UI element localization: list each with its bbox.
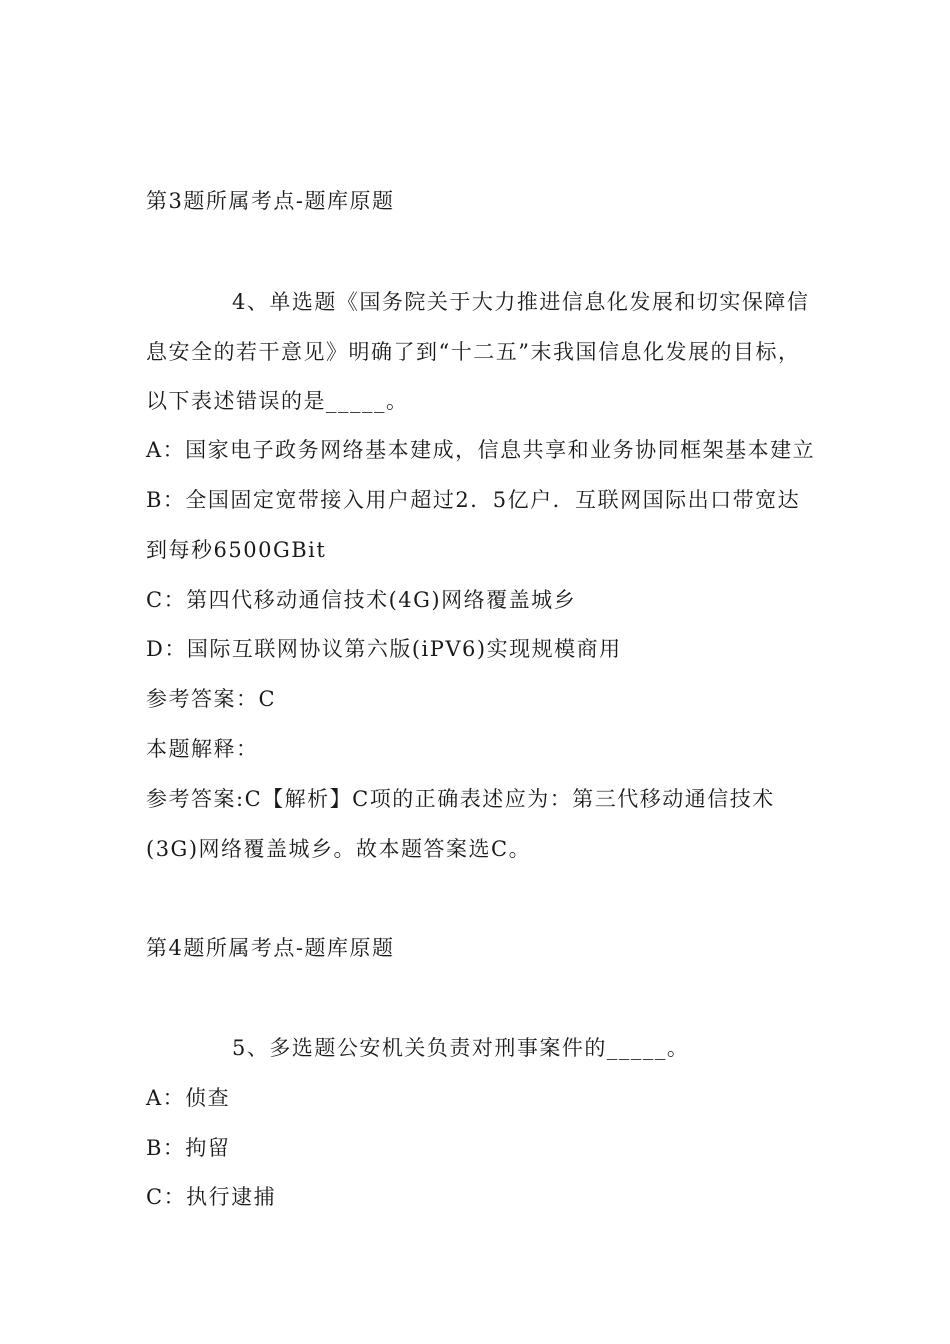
question-4-option-c: C：第四代移动通信技术(4G)网络覆盖城乡 (146, 588, 577, 612)
question-5-option-b: B：拘留 (146, 1136, 231, 1160)
question-4-topic-note: 第4题所属考点-题库原题 (146, 936, 395, 960)
question-3-topic-note: 第3题所属考点-题库原题 (146, 189, 395, 213)
question-4-option-a: A：国家电子政务网络基本建成，信息共享和业务协同框架基本建立 (146, 438, 816, 462)
question-4-stem-line-1: 4、单选题《国务院关于大力推进信息化发展和切实保障信 (232, 290, 810, 314)
question-4-stem-line-2: 息安全的若干意见》明确了到“十二五”末我国信息化发展的目标， (146, 340, 801, 364)
question-4-option-b-line-1: B：全国固定宽带接入用户超过2．5亿户．互联网国际出口带宽达 (146, 488, 801, 512)
question-5-option-c: C：执行逮捕 (146, 1185, 277, 1209)
question-4-explanation-line-1: 参考答案:C【解析】C项的正确表述应为：第三代移动通信技术 (146, 787, 775, 811)
question-5-option-a: A：侦查 (146, 1086, 231, 1110)
question-5-stem: 5、多选题公安机关负责对刑事案件的_____。 (232, 1036, 690, 1060)
question-4-explanation-label: 本题解释： (146, 737, 259, 761)
question-4-option-d: D：国际互联网协议第六版(iPV6)实现规模商用 (146, 637, 622, 661)
question-4-stem-line-3: 以下表述错误的是_____。 (146, 389, 409, 413)
question-4-explanation-line-2: (3G)网络覆盖城乡。故本题答案选C。 (146, 837, 532, 861)
question-4-answer: 参考答案：C (146, 687, 277, 711)
question-4-option-b-line-2: 到每秒6500GBit (146, 538, 327, 562)
